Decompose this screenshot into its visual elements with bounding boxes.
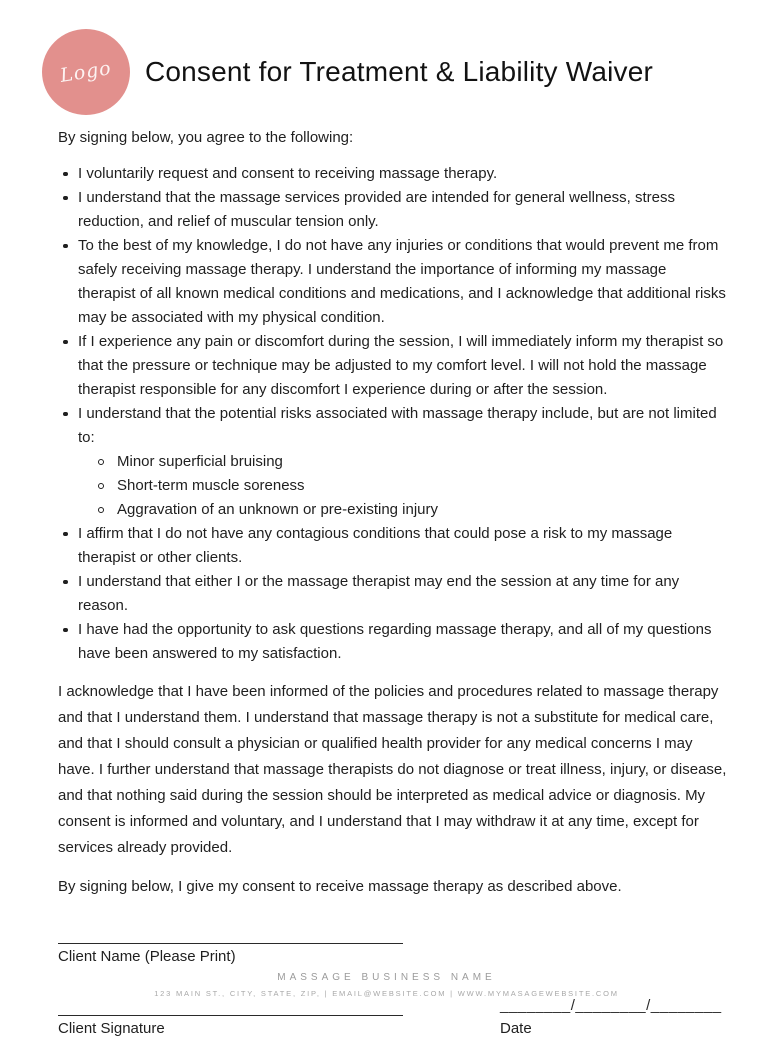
sublist-item [90, 450, 728, 474]
consent-statement: By signing below, I give my consent to receive massage therapy as described above. [58, 878, 622, 895]
list-item-text: To the best of my knowledge, I do not have any injuries or conditions that would prevent me from safely receiving massage therapy. I understand the importance of informing my massage therapist of all known medical conditions and medications, and I acknowledge that additional risks may be associated with my physical condition. [78, 237, 726, 326]
list-item-text: I have had the opportunity to ask questions regarding massage therapy, and all of my questions have been answered to my satisfaction. [78, 621, 712, 662]
list-item [58, 618, 728, 666]
list-item-text: I affirm that I do not have any contagious conditions that could pose a risk to my massage therapist or other clients. [78, 525, 673, 566]
list-item [58, 162, 728, 186]
date-line[interactable]: ________/________/________ [500, 997, 722, 1014]
client-name-label: Client Name (Please Print) [58, 948, 236, 965]
list-item [58, 570, 728, 618]
consent-list [58, 162, 728, 666]
list-item [58, 234, 728, 330]
list-item-text: If I experience any pain or discomfort during the session, I will immediately inform my therapist so that the pressure or technique may be adjusted to my comfort level. I will not hold the massage therapist responsible for any discomfort I experience during or after the session. [78, 333, 724, 398]
consent-form-page [0, 28, 773, 1037]
logo [42, 29, 130, 115]
sublist-item [90, 474, 728, 498]
header [58, 28, 728, 116]
client-name-line[interactable] [58, 918, 403, 944]
date-field [500, 996, 728, 1040]
business-name: MASSAGE BUSINESS NAME [277, 972, 496, 983]
list-item [58, 330, 728, 402]
client-name-field [58, 918, 403, 968]
list-item-text: I understand that the massage services provided are intended for general wellness, stress reduction, and relief of muscular tension only. [78, 189, 675, 230]
sublist-item-text: Aggravation of an unknown or pre-existing injury [117, 501, 439, 518]
list-item [58, 402, 728, 522]
footer [0, 972, 773, 998]
intro-text: By signing below, you agree to the following: [58, 129, 354, 146]
date-label: Date [500, 1020, 532, 1037]
logo-text: Logo [58, 57, 114, 87]
sublist-item-text: Minor superficial bruising [117, 453, 283, 470]
client-name-row [58, 918, 728, 968]
list-item [58, 522, 728, 570]
risks-sublist [90, 450, 728, 522]
sublist-item [90, 498, 728, 522]
sublist-item-text: Short-term muscle soreness [117, 477, 305, 494]
list-item-text: I understand that the potential risks associated with massage therapy include, but are not limited to: [78, 405, 717, 446]
list-item [58, 186, 728, 234]
list-item-text: I voluntarily request and consent to receiving massage therapy. [78, 165, 498, 182]
business-contact-line: 123 MAIN ST., CITY, STATE, ZIP, | EMAIL@WEBSITE.COM | WWW.MYMASAGEWEBSITE.COM [154, 989, 619, 998]
page-title: Consent for Treatment & Liability Waiver [144, 56, 654, 87]
acknowledgment-paragraph: I acknowledge that I have been informed of the policies and procedures related to massage therapy and that I understand them. I understand that massage therapy is not a substitute for medical care, and that I should consult a physician or qualified health provider for any medical concerns I may have. I further understand that massage therapists do not diagnose or treat illness, injury, or disease, and that nothing said during the session should be interpreted as medical advice or diagnosis. My consent is informed and voluntary, and I understand that I may withdraw it at any time, except for services already provided. [58, 683, 727, 856]
client-signature-label: Client Signature [58, 1020, 165, 1037]
list-item-text: I understand that either I or the massage therapist may end the session at any time for any reason. [78, 573, 680, 614]
